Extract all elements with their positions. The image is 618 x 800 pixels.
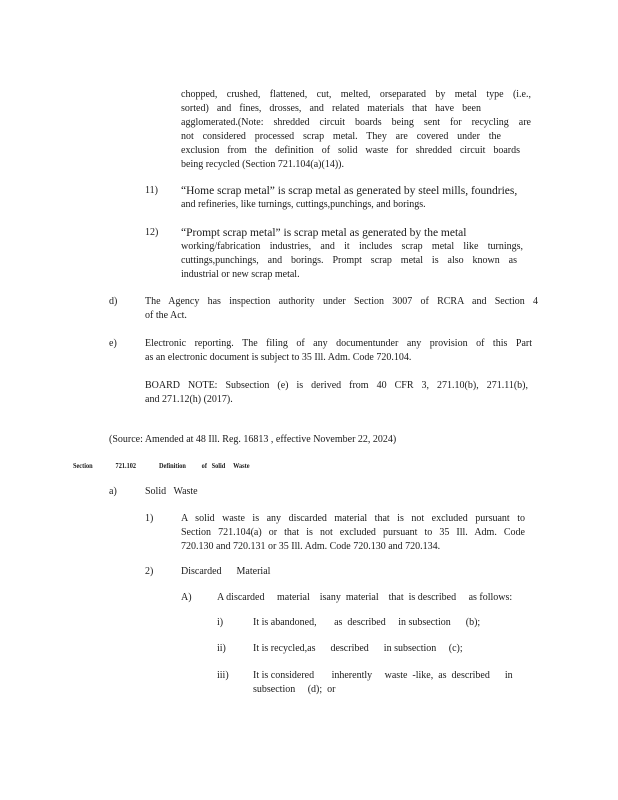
text-line: Section 721.104(a) or that is not excluded pursuant to 35 Ill. Adm. Code — [181, 527, 525, 538]
text-line: industrial or new scrap metal. — [181, 269, 300, 280]
section-heading — [73, 461, 250, 471]
text-line: 720.130 and 720.131 or 35 Ill. Adm. Code 720.130 and 720.134. — [181, 541, 441, 552]
text-line: not considered processed scrap metal. They are covered under the — [181, 131, 501, 142]
item-12-label: 12) — [145, 227, 159, 238]
item-11-text — [181, 184, 531, 212]
text-line: and 271.12(h) (2017). — [145, 394, 233, 405]
section-title: Definition of Solid Waste — [158, 462, 250, 470]
board-note — [145, 379, 528, 407]
roman-iii-label: iii) — [217, 670, 229, 681]
item-12-lead: “Prompt scrap metal” is scrap metal as generated by the metal — [181, 227, 467, 239]
source-note: (Source: Amended at 48 Ill. Reg. 16813 , effective November 22, 2024) — [109, 434, 397, 445]
subsection-d-text — [145, 295, 538, 323]
text-line: of the Act. — [145, 310, 187, 321]
item-2-title: Discarded Material — [181, 566, 271, 577]
text-line: working/fabrication industries, and it includes scrap metal like turnings, — [181, 241, 523, 252]
text-line: as an electronic document is subject to 35 Ill. Adm. Code 720.104. — [145, 352, 412, 363]
item-1-text — [181, 512, 525, 554]
text-line: Electronic reporting. The filing of any documentunder any provision of this Part — [145, 338, 532, 349]
item-11-label: 11) — [145, 185, 158, 196]
text-line: exclusion from the definition of solid waste for shredded circuit boards — [181, 145, 520, 156]
text-line: being recycled (Section 721.104(a)(14)). — [181, 159, 344, 170]
subsection-e-label: e) — [109, 338, 117, 349]
text-line: A solid waste is any discarded material that is not excluded pursuant to — [181, 513, 525, 524]
text-line: agglomerated.(Note: shredded circuit boards being sent for recycling are — [181, 117, 531, 128]
roman-i-label: i) — [217, 617, 224, 628]
item-A-text: A discarded material isany material that is described as follows: — [217, 592, 513, 603]
subsection-d-label: d) — [109, 296, 118, 307]
text-line: chopped, crushed, flattened, cut, melted, orseparated by metal type (i.e., — [181, 89, 531, 100]
roman-ii-text: It is recycled,as described in subsection (c); — [253, 643, 463, 654]
item-2-label: 2) — [145, 566, 154, 577]
item-1-label: 1) — [145, 513, 154, 524]
continuation-paragraph — [181, 88, 531, 172]
text-line: The Agency has inspection authority under Section 3007 of RCRA and Section 4 — [145, 296, 538, 307]
roman-ii-label: ii) — [217, 643, 226, 654]
item-11-lead: “Home scrap metal” is scrap metal as generated by steel mills, foundries, — [181, 185, 518, 197]
text-line: sorted) and fines, drosses, and related materials that have been — [181, 103, 481, 114]
text-line: BOARD NOTE: Subsection (e) is derived from 40 CFR 3, 271.10(b), 271.11(b), — [145, 380, 528, 391]
roman-iii-text — [253, 669, 513, 697]
item-A-label: A) — [181, 592, 192, 603]
text-line: cuttings,punchings, and borings. Prompt scrap metal is also known as — [181, 255, 517, 266]
subsection-e-text — [145, 337, 532, 365]
roman-i-text: It is abandoned, as described in subsection (b); — [253, 617, 481, 628]
item-11-rest: and refineries, like turnings, cuttings,punchings, and borings. — [181, 199, 426, 210]
subsection-a-label: a) — [109, 486, 117, 497]
section-number: 721.102 — [115, 462, 137, 470]
text-line: It is considered inherently waste -like, as described in — [253, 670, 513, 681]
section-word: Section — [73, 462, 93, 470]
subsection-a-title: Solid Waste — [145, 486, 198, 497]
text-line: subsection (d); or — [253, 684, 336, 695]
item-12-text — [181, 226, 523, 282]
